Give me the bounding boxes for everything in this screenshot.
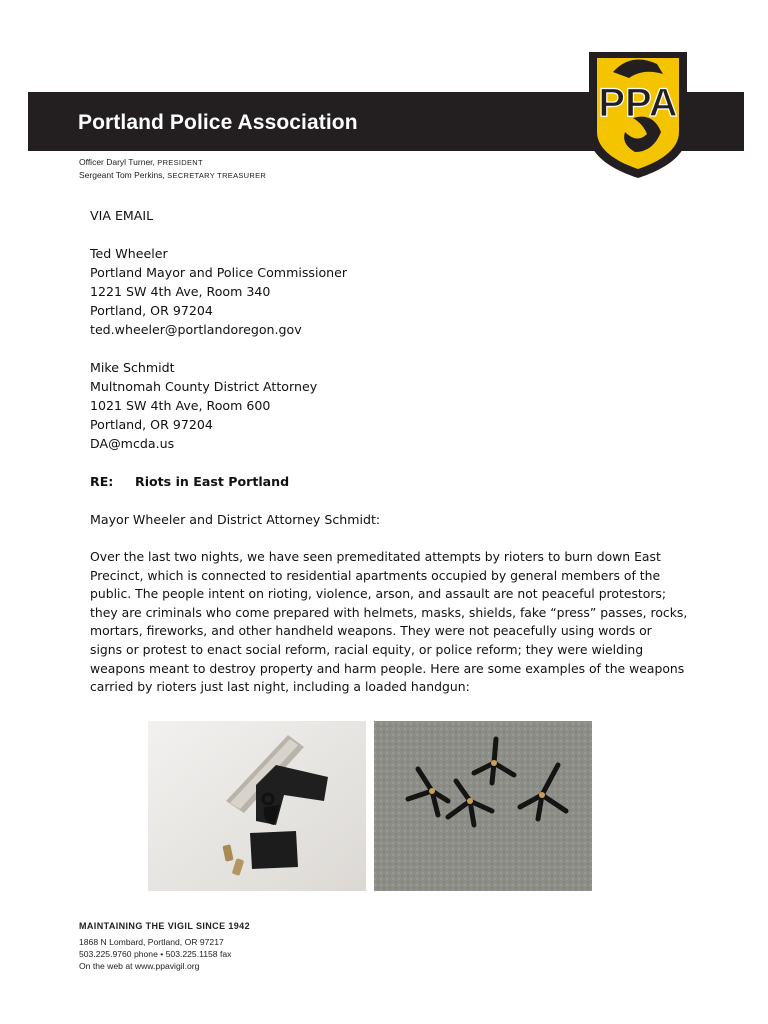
recipient-name: Mike Schmidt [90, 360, 175, 375]
recipient-block-da [90, 358, 690, 453]
body-line: weapons meant to destroy property and harm people. Here are some examples of the weapons [90, 660, 685, 676]
recipient-title: Portland Mayor and Police Commissioner [90, 265, 348, 280]
body-line: Over the last two nights, we have seen premeditated attempts by rioters to burn down East [90, 549, 661, 564]
officer-role: PRESIDENT [157, 158, 203, 167]
body-line: signs or protest to enact social reform, racial equity, or police reform; they were wielding [90, 641, 644, 657]
svg-text:PPA: PPA [598, 81, 678, 125]
subject-text: Riots in East Portland [135, 474, 290, 489]
delivery-method: VIA EMAIL [90, 208, 154, 223]
footer-tagline: MAINTAINING THE VIGIL SINCE 1942 [79, 921, 250, 931]
officer-role: SECRETARY TREASURER [167, 171, 267, 180]
ppa-logo [583, 48, 693, 180]
recipient-email: ted.wheeler@portlandoregon.gov [90, 322, 302, 337]
body-line: they are criminals who come prepared with helmets, masks, shields, fake “press” passes, rocks, [90, 604, 688, 620]
body-line: public. The people intent on rioting, violence, arson, and assault are not peaceful protestors; [90, 586, 667, 602]
officer-line [79, 156, 266, 169]
body-line: mortars, fireworks, and other handheld weapons. They were not peacefully using words or [90, 623, 652, 639]
subject-line [90, 472, 690, 491]
officers-block [79, 156, 266, 182]
body-paragraph [90, 548, 690, 697]
body-line: Precinct, which is connected to residential apartments occupied by general members of the [90, 567, 661, 583]
recipient-name: Ted Wheeler [90, 246, 168, 261]
officer-name: Sergeant Tom Perkins, [79, 170, 165, 180]
recipient-street: 1021 SW 4th Ave, Room 600 [90, 398, 271, 413]
officer-name: Officer Daryl Turner, [79, 157, 155, 167]
officer-line [79, 169, 266, 182]
photo-caltrops [374, 721, 592, 891]
footer-web: On the web at www.ppavigil.org [79, 961, 200, 971]
footer-phones: 503.225.9760 phone • 503.225.1158 fax [79, 949, 232, 959]
footer [79, 920, 250, 972]
letter-body [90, 206, 690, 697]
footer-address: 1868 N Lombard, Portland, OR 97217 [79, 937, 224, 947]
photo-handgun [148, 721, 366, 891]
body-line: carried by rioters just last night, including a loaded handgun: [90, 679, 470, 695]
recipient-email: DA@mcda.us [90, 436, 175, 451]
recipient-street: 1221 SW 4th Ave, Room 340 [90, 284, 271, 299]
recipient-title: Multnomah County District Attorney [90, 379, 318, 394]
subject-label: RE: [90, 474, 114, 489]
recipient-city: Portland, OR 97204 [90, 303, 213, 318]
recipient-city: Portland, OR 97204 [90, 417, 213, 432]
org-name: Portland Police Association [78, 111, 358, 134]
salutation: Mayor Wheeler and District Attorney Schmidt: [90, 512, 381, 527]
recipient-block-mayor [90, 244, 690, 339]
